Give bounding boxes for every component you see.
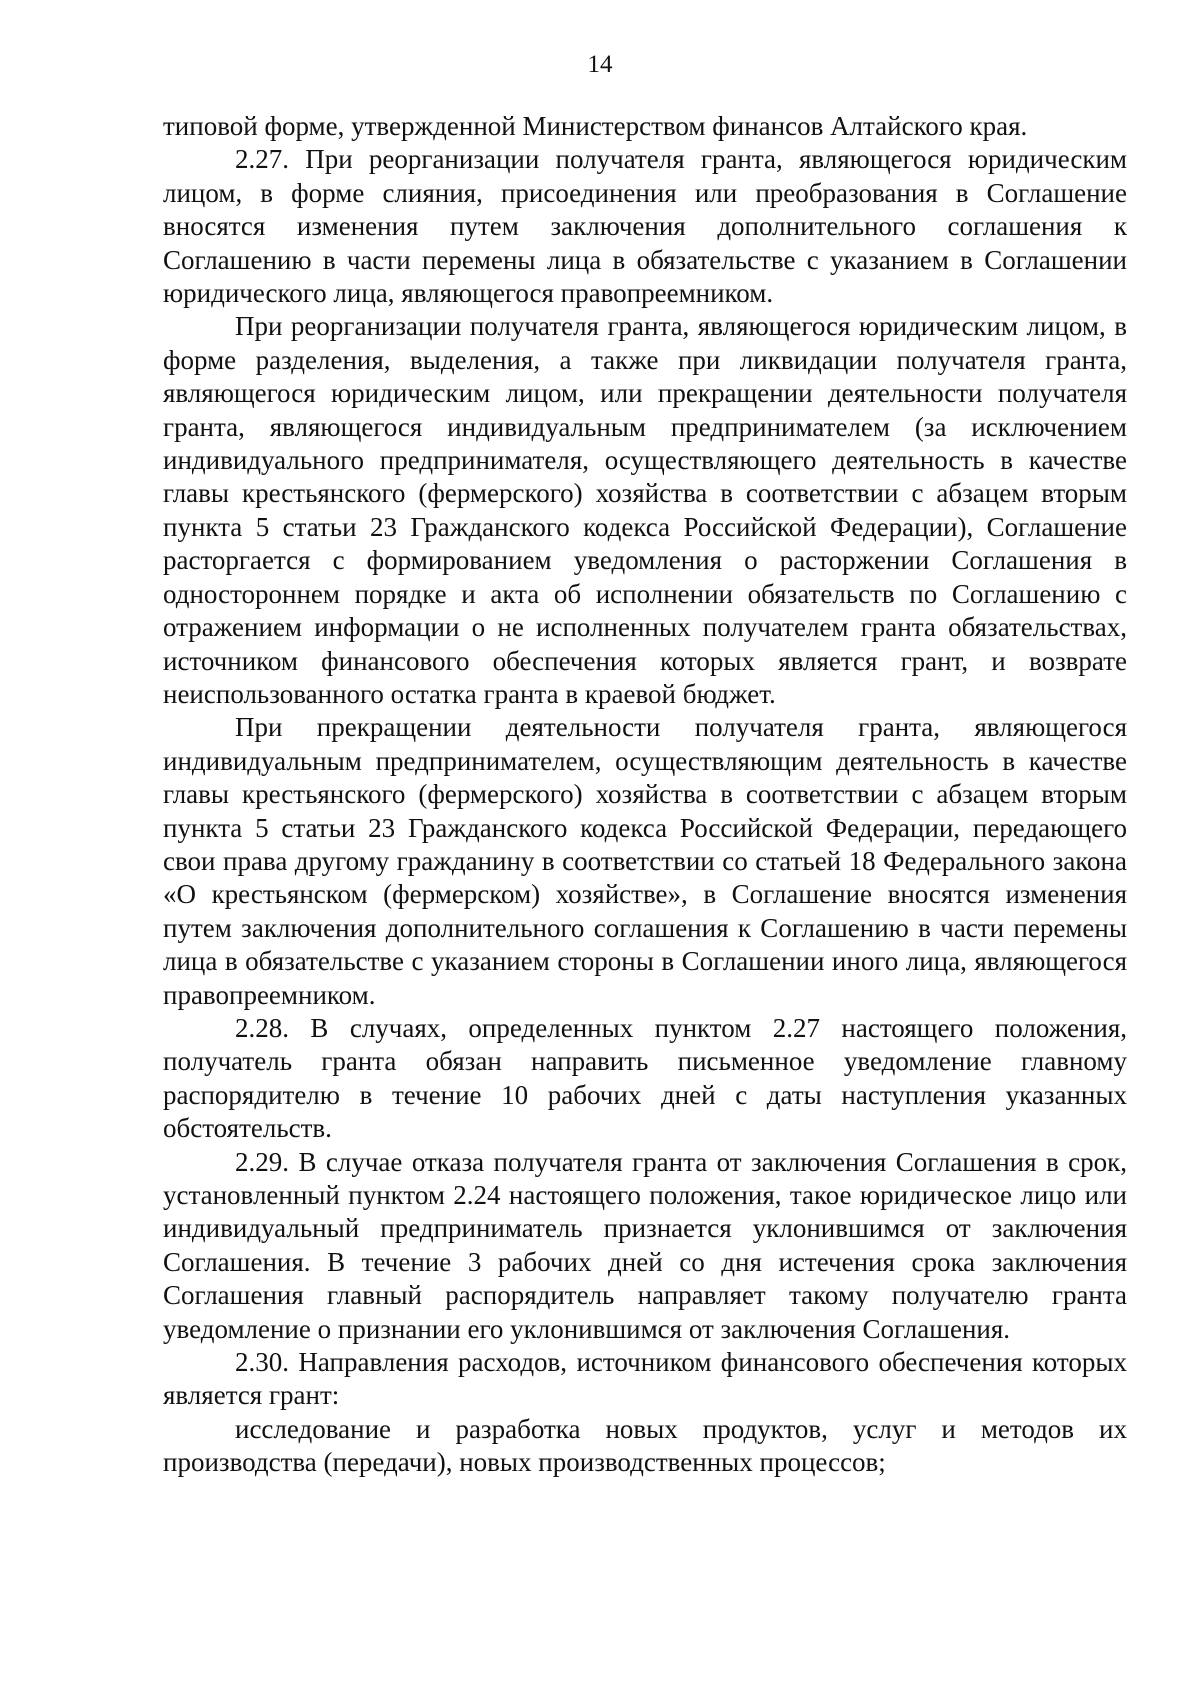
document-body [163, 110, 1127, 1480]
paragraph-2-29: 2.29. В случае отказа получателя гранта от заключения Соглашения в срок, установленный пунктом 2.24 настоящего положения, такое юридическое лицо или индивидуальный предприниматель признается уклонившимся от заключения Соглашения. В течение 3 рабочих дней со дня истечения срока заключения Соглашения главный распорядитель направляет такому получателю гранта уведомление о признании его уклонившимся от заключения Соглашения. [163, 1146, 1127, 1344]
paragraph-2-28: 2.28. В случаях, определенных пунктом 2.27 настоящего положения, получатель гранта обязан направить письменное уведомление главному распорядителю в течение 10 рабочих дней с даты наступления указанных обстоятельств. [163, 1012, 1127, 1144]
paragraph-continuation: типовой форме, утвержденной Министерством финансов Алтайского края. [163, 111, 1028, 141]
paragraph-reorganization-termination: При реорганизации получателя гранта, являющегося юридическим лицом, в форме разделения, выделения, а также при ликвидации получателя гранта, являющегося юридическим лицом, или прекращении деятельности получателя гранта, являющегося индивидуальным предпринимателем (за исключением индивидуального предпринимателя, осуществляющего деятельность в качестве главы крестьянского (фермерского) хозяйства в соответствии с абзацем вторым пункта 5 статьи 23 Гражданского кодекса Российской Федерации), Соглашение расторгается с формированием уведомления о расторжении Соглашения в одностороннем порядке и акта об исполнении обязательств по Соглашению с отражением информации о не исполненных получателем гранта обязательствах, источником финансового обеспечения которых является грант, и возврате неиспользованного остатка гранта в краевой бюджет. [163, 311, 1127, 709]
page-number: 14 [587, 51, 613, 78]
paragraph-2-27: 2.27. При реорганизации получателя гранта, являющегося юридическим лицом, в форме слияния, присоединения или преобразования в Соглашение вносятся изменения путем заключения дополнительного соглашения к Соглашению в части перемены лица в обязательстве с указанием в Соглашении юридического лица, являющегося правопреемником. [163, 144, 1127, 309]
paragraph-farm-transfer: При прекращении деятельности получателя гранта, являющегося индивидуальным предпринимателем, осуществляющим деятельность в качестве главы крестьянского (фермерского) хозяйства в соответствии с абзацем вторым пункта 5 статьи 23 Гражданского кодекса Российской Федерации, передающего свои права другому гражданину в соответствии со статьей 18 Федерального закона «О крестьянском (фермерском) хозяйстве», в Соглашение вносятся изменения путем заключения дополнительного соглашения к Соглашению в части перемены лица в обязательстве с указанием стороны в Соглашении иного лица, являющегося правопреемником. [163, 712, 1127, 1010]
paragraph-2-30: 2.30. Направления расходов, источником финансового обеспечения которых является грант: [163, 1347, 1127, 1411]
paragraph-research-development: исследование и разработка новых продуктов, услуг и методов их производства (передачи), новых производственных процессов; [163, 1413, 1127, 1478]
